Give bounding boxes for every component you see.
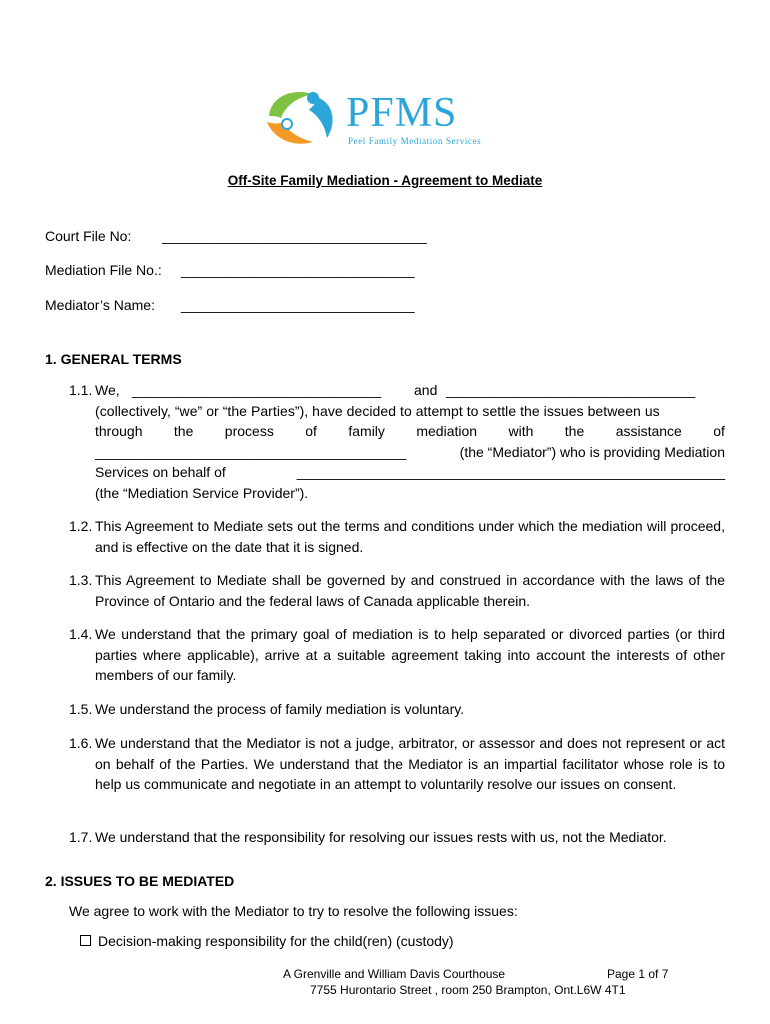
- p1-line1: [69, 380, 725, 401]
- paragraph-text: We understand the process of family mediation is voluntary.: [95, 701, 465, 717]
- word: with: [508, 423, 534, 439]
- paragraph-1-3: [69, 570, 725, 611]
- paragraph-number: 1.1.: [69, 382, 93, 398]
- word: process: [224, 423, 274, 439]
- paragraph-text: This Agreement to Mediate shall be governed by and construed in accordance with the laws of the Province of Ontario and the federal laws of Canada applicable therein.: [95, 572, 725, 609]
- footer-location: A Grenville and William Davis Courthouse: [283, 967, 506, 981]
- section-2-heading: 2. ISSUES TO BE MEDIATED: [45, 873, 235, 889]
- footer-page-number: Page 1 of 7: [607, 967, 669, 981]
- p1-line5: [69, 462, 725, 483]
- party-b-blank[interactable]: ________________________________: [446, 382, 696, 398]
- mediator-text: (the “Mediator”) who is providing Mediation: [459, 443, 725, 460]
- mediator-name-row: [45, 297, 415, 313]
- paragraph-1-5: [69, 699, 725, 720]
- paragraph-1-7: [69, 827, 725, 848]
- services-label: Services on behalf of: [95, 464, 226, 480]
- word: through: [95, 423, 143, 439]
- paragraph-number: 1.3.: [69, 572, 93, 588]
- issue-label: Decision-making responsibility for the child(ren) (custody): [98, 933, 454, 949]
- word: of: [713, 423, 725, 439]
- word: of: [305, 423, 317, 439]
- paragraph-number: 1.7.: [69, 829, 93, 845]
- court-file-blank[interactable]: __________________________________: [162, 228, 427, 244]
- p1-line6: (the “Mediation Service Provider”).: [95, 484, 309, 501]
- section-1-heading: 1. GENERAL TERMS: [45, 351, 182, 367]
- court-file-label: Court File No:: [45, 228, 132, 244]
- mediation-file-row: [45, 262, 415, 278]
- word: assistance: [615, 423, 682, 439]
- logo-subtitle: Peel Family Mediation Services: [348, 136, 482, 146]
- paragraph-text: We understand that the primary goal of mediation is to help separated or divorced parties (or third parties where applicable), arrive at a suitable agreement taking into account the interests of other members of our family.: [95, 626, 725, 683]
- section-2-intro: We agree to work with the Mediator to try to resolve the following issues:: [69, 903, 518, 919]
- mediator-name-blank[interactable]: ______________________________: [181, 297, 415, 313]
- paragraph-number: 1.2.: [69, 518, 93, 534]
- document-title: Off-Site Family Mediation - Agreement to Mediate: [227, 173, 543, 188]
- paragraph-text: We understand that the responsibility for resolving our issues rests with us, not the Mediator.: [95, 829, 667, 845]
- paragraph-1-4: [69, 624, 725, 686]
- paragraph-number: 1.6.: [69, 735, 93, 751]
- paragraph-1-6: [69, 733, 725, 795]
- paragraph-number: 1.4.: [69, 626, 93, 642]
- p1-line3: [69, 421, 725, 442]
- party-a-blank[interactable]: ________________________________: [132, 382, 382, 398]
- provider-blank[interactable]: _______________________________________________________: [296, 464, 725, 480]
- paragraph-number: 1.5.: [69, 701, 93, 717]
- mediation-file-blank[interactable]: ______________________________: [181, 262, 415, 278]
- mediator-blank[interactable]: ________________________________________: [95, 443, 407, 460]
- pfms-logo: [263, 86, 495, 150]
- word: family: [348, 423, 385, 439]
- mediation-file-label: Mediation File No.:: [45, 262, 162, 278]
- logo-wordmark: PFMS: [346, 90, 458, 136]
- footer-address: 7755 Hurontario Street , room 250 Brampton, Ont.L6W 4T1: [310, 983, 626, 997]
- mediator-name-label: Mediator’s Name:: [45, 297, 155, 313]
- paragraph-text: We understand that the Mediator is not a judge, arbitrator, or assessor and does not represent or act on behalf of the Parties. We understand that the Mediator is an impartial facilitator whose role is to help us communicate and negotiate in an attempt to voluntarily resolve our issues on consent.: [95, 735, 725, 792]
- issue-checkbox[interactable]: [80, 935, 91, 946]
- paragraph-1-2: [69, 516, 725, 557]
- word: mediation: [416, 423, 478, 439]
- word: the: [173, 423, 194, 439]
- paragraph-text: This Agreement to Mediate sets out the terms and conditions under which the mediation will proceed, and is effective on the date that it is signed.: [95, 518, 725, 555]
- we-label: We,: [95, 382, 120, 398]
- court-file-row: [45, 228, 427, 244]
- p1-line4: [69, 442, 725, 463]
- p1-line2: (collectively, “we” or “the Parties”), have decided to attempt to settle the issues between us: [95, 402, 660, 419]
- and-label: and: [414, 382, 438, 398]
- issue-item: [80, 933, 454, 949]
- paragraph-1-1: [69, 380, 725, 503]
- word: the: [564, 423, 585, 439]
- family-figures-logo-icon: [263, 86, 343, 150]
